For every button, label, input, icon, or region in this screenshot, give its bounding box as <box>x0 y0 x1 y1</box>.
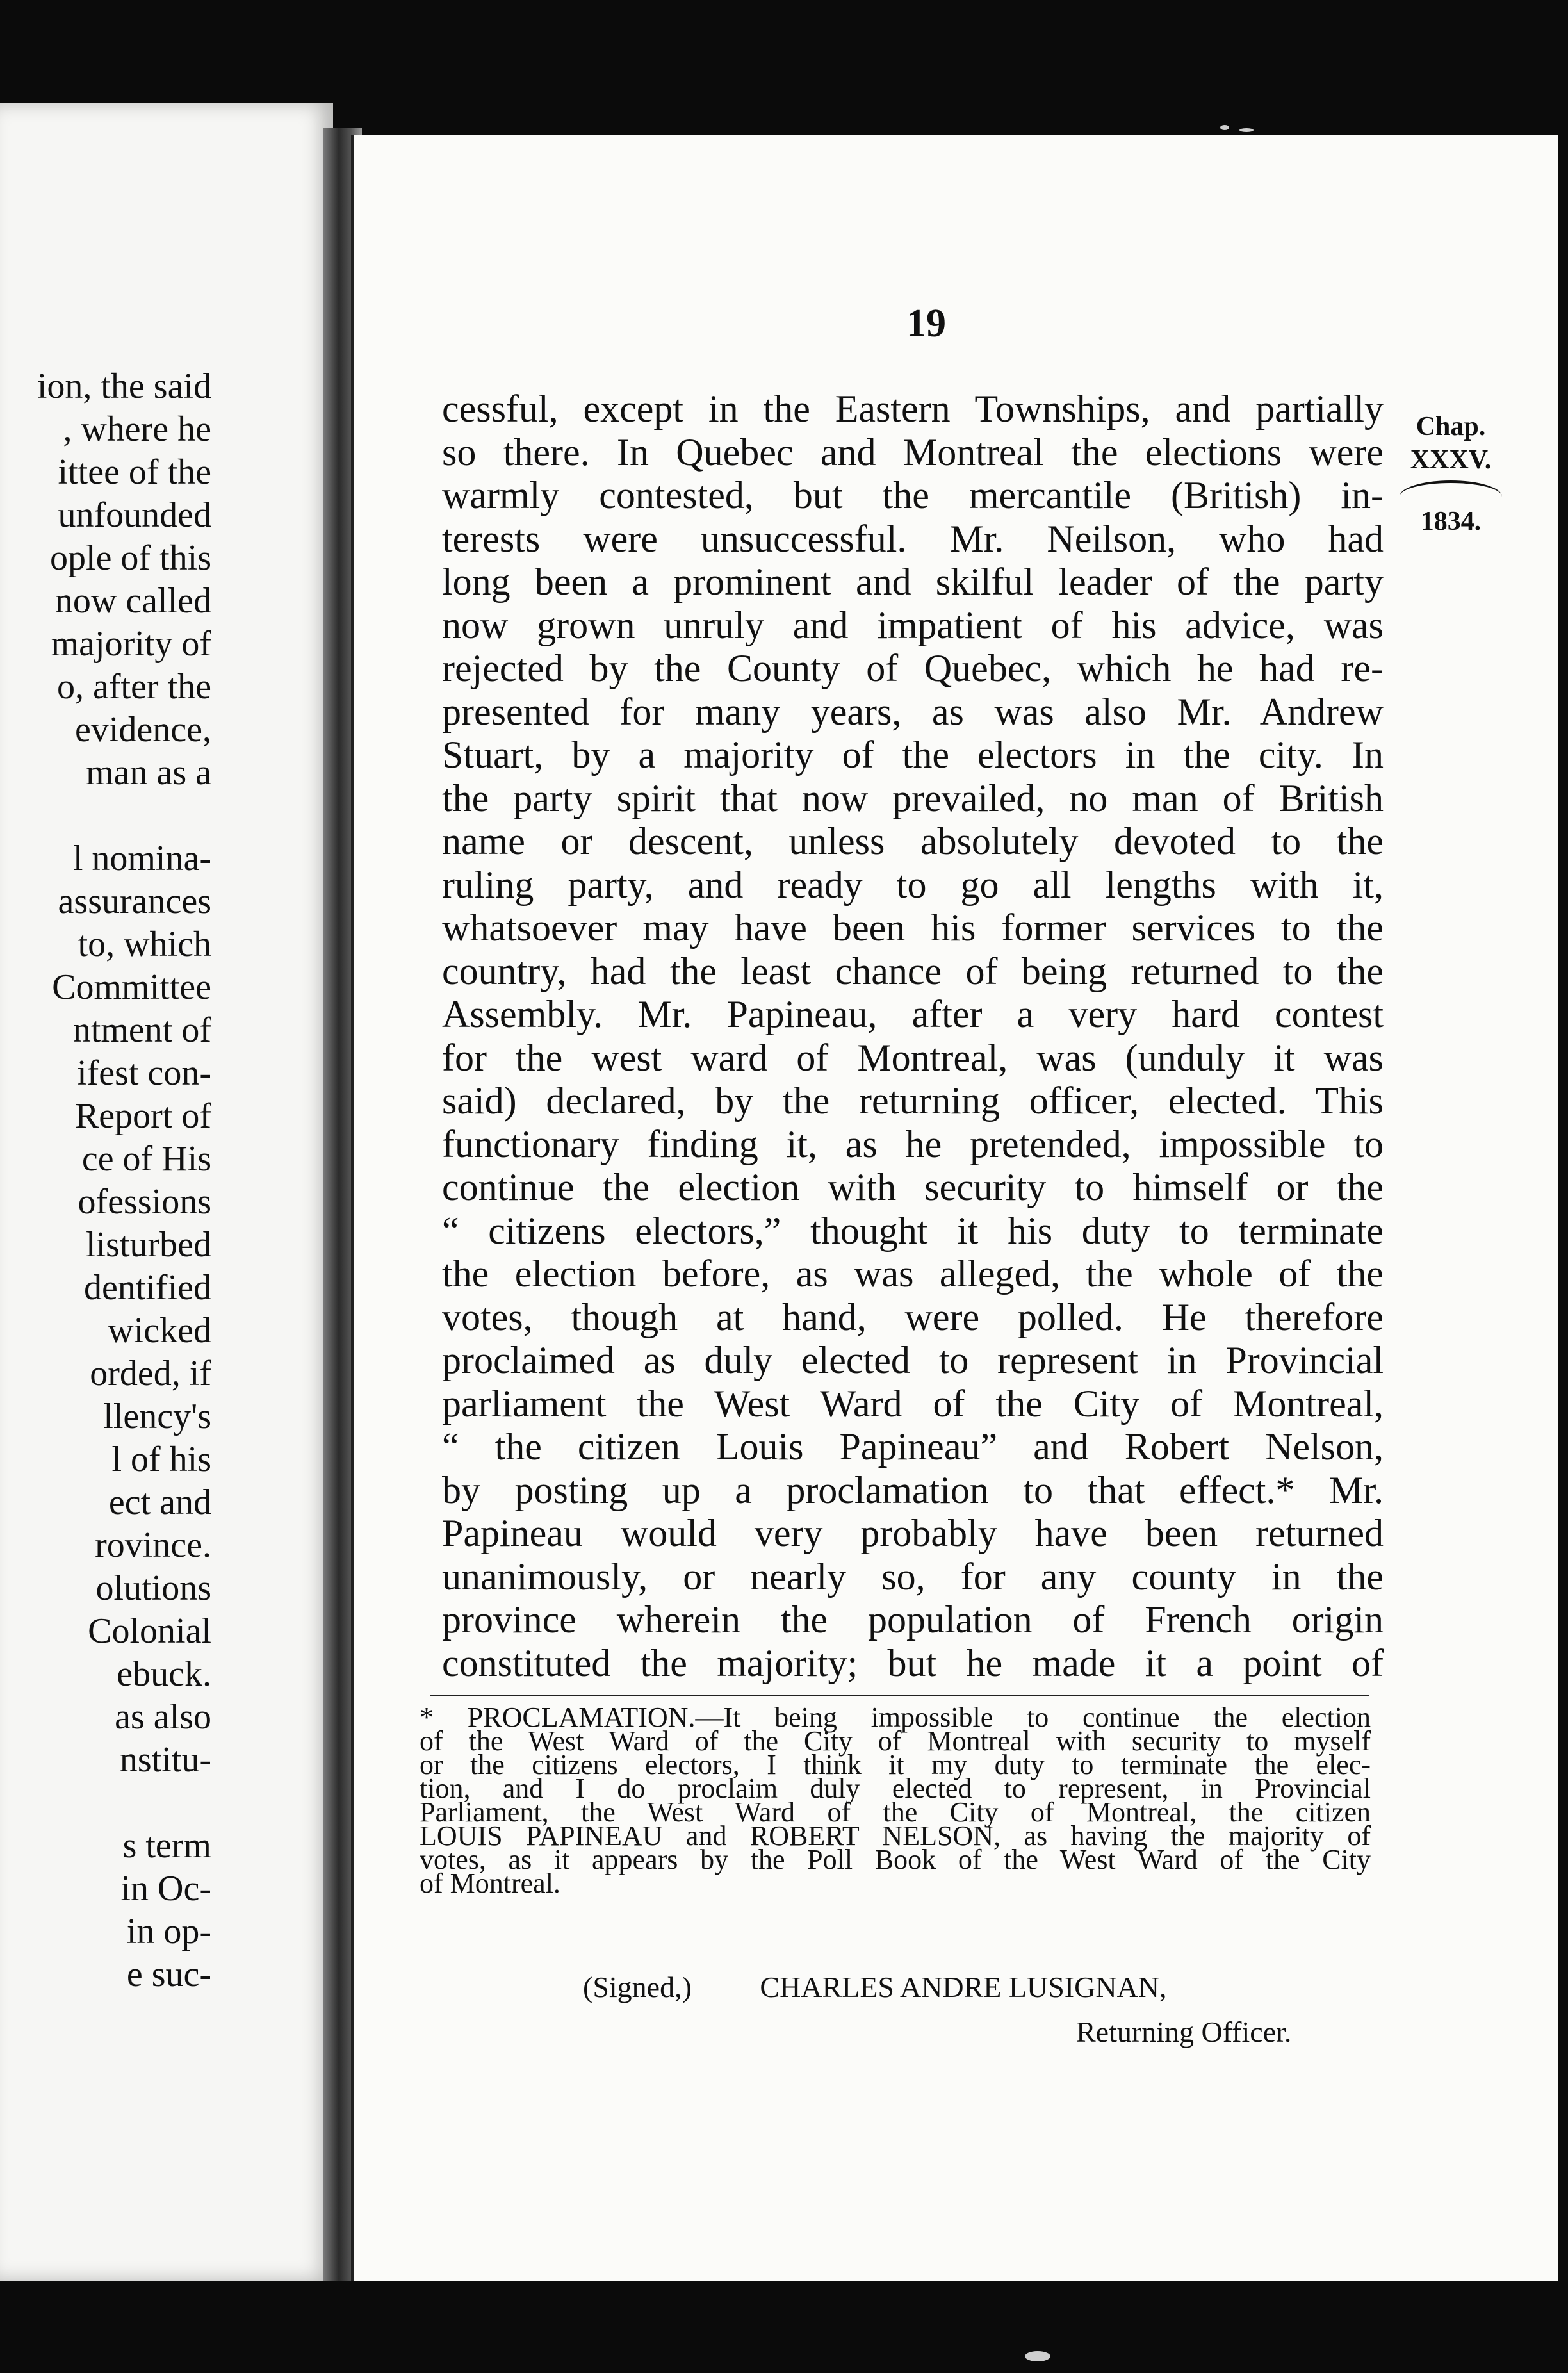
body-line: name or descent, unless absolutely devoted to the <box>442 820 1384 862</box>
left-page-line: wicked <box>108 1311 211 1351</box>
body-line: for the west ward of Montreal, was (unduly it was <box>442 1036 1384 1079</box>
body-line: rejected by the County of Quebec, which he had re- <box>442 647 1384 689</box>
body-line: said) declared, by the returning officer, elected. This <box>442 1080 1384 1122</box>
margin-year: 1834. <box>1420 507 1482 536</box>
brace-divider <box>1400 480 1502 500</box>
signed-label: (Signed,) <box>583 1971 692 2003</box>
left-page-line: evidence, <box>75 710 211 750</box>
left-page-line: as also <box>115 1697 211 1737</box>
body-line: functionary finding it, as he pretended, impossible to <box>442 1122 1384 1165</box>
left-page-line: now called <box>54 581 211 621</box>
scan-speck <box>1239 128 1254 132</box>
scan-speck <box>1025 2351 1050 2361</box>
body-line: warmly contested, but the mercantile (British) in- <box>442 474 1384 516</box>
left-page <box>0 103 333 2281</box>
left-page-line: ce of His <box>81 1139 211 1179</box>
left-page-line: in op- <box>126 1912 211 1951</box>
left-page-line: unfounded <box>58 495 211 535</box>
footnote-line: * PROCLAMATION.—It being impossible to continue the election <box>420 1702 1371 1733</box>
body-line: Papineau would very probably have been returned <box>442 1512 1384 1554</box>
left-page-line: ittee of the <box>58 452 211 492</box>
left-page-line: olutions <box>95 1568 211 1608</box>
signer-name: CHARLES ANDRE LUSIGNAN, <box>760 1971 1167 2003</box>
footnote-line: LOUIS PAPINEAU and ROBERT NELSON, as having the majority of <box>420 1820 1371 1852</box>
body-line: province wherein the population of French origin <box>442 1598 1384 1641</box>
left-page-line: l of his <box>111 1440 211 1479</box>
body-line: now grown unruly and impatient of his advice, was <box>442 604 1384 646</box>
footnote <box>420 1702 1371 1899</box>
left-page-line: ifest con- <box>77 1053 211 1093</box>
left-page-line: llency's <box>103 1397 211 1436</box>
left-page-line: o, after the <box>57 667 211 707</box>
left-page-line: dentified <box>83 1268 211 1308</box>
left-page-line: s term <box>122 1826 211 1866</box>
body-text <box>442 388 1384 1685</box>
body-line: so there. In Quebec and Montreal the elections were <box>442 431 1384 473</box>
body-line: country, had the least chance of being returned to the <box>442 949 1384 992</box>
footnote-line: Parliament, the West Ward of the City of Montreal, the citizen <box>420 1796 1371 1828</box>
body-line: the party spirit that now prevailed, no man of British <box>442 776 1384 819</box>
body-line: long been a prominent and skilful leader of the party <box>442 561 1384 603</box>
left-page-line: in Oc- <box>120 1869 211 1909</box>
body-line: constituted the majority; but he made it a point of <box>442 1641 1384 1684</box>
left-page-line: , where he <box>63 409 211 449</box>
margin-chapter-number: XXXV. <box>1410 445 1492 475</box>
scan-speck <box>1220 125 1229 130</box>
left-page-line: ect and <box>108 1482 211 1522</box>
margin-note <box>1400 410 1502 538</box>
left-page-line: Committee <box>52 967 211 1007</box>
body-line: “ citizens electors,” thought it his duty to terminate <box>442 1209 1384 1252</box>
body-line: votes, though at hand, were polled. He therefore <box>442 1295 1384 1338</box>
left-page-line <box>0 1782 211 1825</box>
left-page-line: listurbed <box>86 1225 211 1265</box>
body-line: Assembly. Mr. Papineau, after a very hard contest <box>442 993 1384 1035</box>
left-page-line: majority of <box>51 624 211 664</box>
footnote-line: of Montreal. <box>420 1868 560 1899</box>
body-line: Stuart, by a majority of the electors in the city. In <box>442 734 1384 776</box>
footnote-line: votes, as it appears by the Poll Book of the West Ward of the City <box>420 1844 1371 1875</box>
footnote-rule <box>430 1695 1369 1696</box>
left-page-text <box>0 365 211 1996</box>
body-line: by posting up a proclamation to that effect.* Mr. <box>442 1468 1384 1511</box>
body-line: cessful, except in the Eastern Townships, and partially <box>442 388 1384 430</box>
left-page-line: e suc- <box>126 1955 211 1994</box>
body-line: terests were unsuccessful. Mr. Neilson, who had <box>442 517 1384 560</box>
page-number: 19 <box>906 302 946 345</box>
margin-chapter: Chap. <box>1416 412 1486 441</box>
left-page-line: man as a <box>86 753 211 792</box>
left-page-line: ople of this <box>50 538 211 578</box>
footnote-line: of the West Ward of the City of Montreal with security to myself <box>420 1725 1371 1757</box>
left-page-line: Colonial <box>88 1611 211 1651</box>
left-page-line: assurances <box>58 882 211 921</box>
footnote-line: tion, and I do proclaim duly elected to represent, in Provincial <box>420 1773 1371 1804</box>
left-page-line: l nomina- <box>72 839 211 878</box>
left-page-line: ofessions <box>78 1182 211 1222</box>
left-page-line: nstitu- <box>119 1740 211 1780</box>
footnote-line: or the citizens electors, I think it my duty to terminate the elec- <box>420 1749 1371 1780</box>
left-page-line: ion, the said <box>37 366 211 406</box>
left-page-line: ebuck. <box>117 1654 211 1694</box>
left-page-line: orded, if <box>90 1354 211 1393</box>
signer-title: Returning Officer. <box>1076 2016 1292 2048</box>
body-line: ruling party, and ready to go all lengths with it, <box>442 863 1384 906</box>
left-page-line <box>0 794 211 837</box>
left-page-line: rovince. <box>95 1525 211 1565</box>
body-line: presented for many years, as was also Mr. Andrew <box>442 690 1384 733</box>
body-line: “ the citizen Louis Papineau” and Robert Nelson, <box>442 1425 1384 1468</box>
body-line: parliament the West Ward of the City of Montreal, <box>442 1382 1384 1425</box>
body-line: whatsoever may have been his former services to the <box>442 907 1384 949</box>
body-line: continue the election with security to himself or the <box>442 1166 1384 1208</box>
body-line: proclaimed as duly elected to represent in Provincial <box>442 1339 1384 1381</box>
body-line: unanimously, or nearly so, for any county in the <box>442 1555 1384 1598</box>
body-line: the election before, as was alleged, the whole of the <box>442 1252 1384 1295</box>
left-page-line: ntment of <box>72 1010 211 1050</box>
signature-line <box>583 1970 1167 2004</box>
left-page-line: Report of <box>74 1096 211 1136</box>
left-page-line: to, which <box>78 924 211 964</box>
